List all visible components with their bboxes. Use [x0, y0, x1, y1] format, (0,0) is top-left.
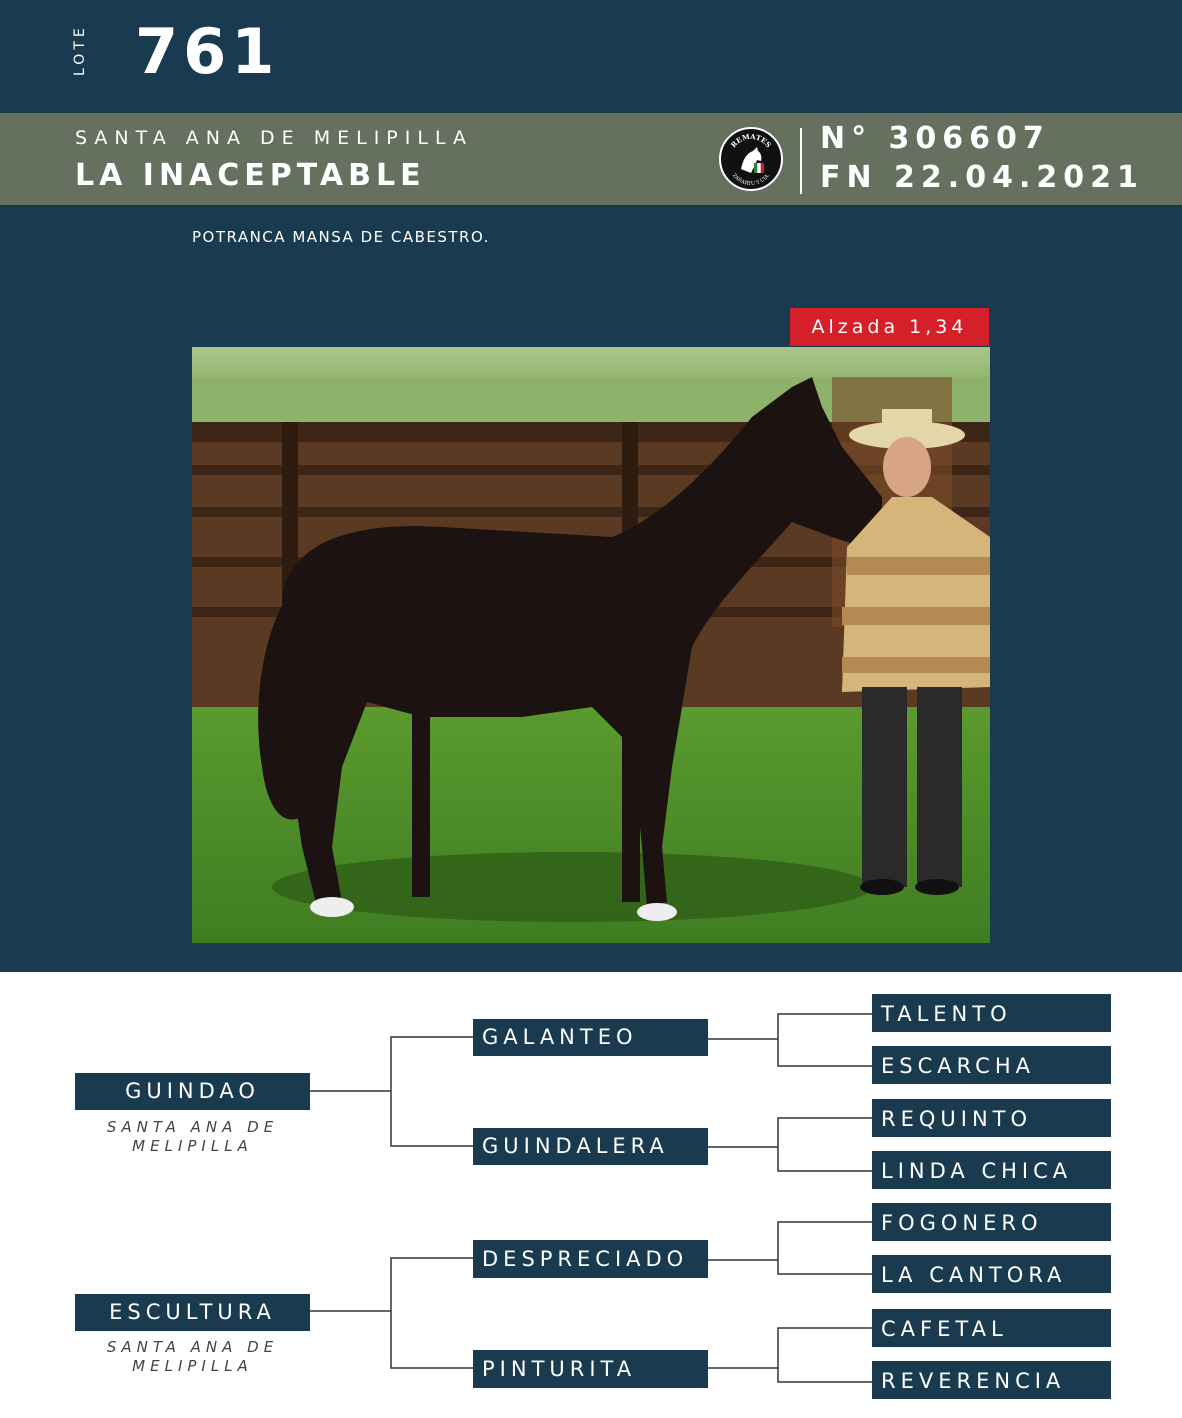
maternal-granddam-box: PINTURITA [473, 1350, 708, 1388]
breeder-name: SANTA ANA DE MELIPILLA [75, 127, 473, 149]
registration-number: N° 306607 [820, 121, 1050, 156]
lote-label: LOTE [72, 24, 88, 76]
paternal-grandsire-box: GALANTEO [473, 1019, 708, 1056]
great-grandparent-box: LA CANTORA [872, 1255, 1111, 1293]
sire-breeder-line1: SANTA ANA DE [106, 1118, 279, 1136]
great-grandparent-box: REQUINTO [872, 1099, 1111, 1137]
dam-breeder-line1: SANTA ANA DE [106, 1338, 279, 1356]
great-grandparent-box: TALENTO [872, 994, 1111, 1032]
dam-breeder-line2: MELIPILLA [132, 1357, 253, 1375]
great-grandparent-box: LINDA CHICA [872, 1151, 1111, 1189]
sire-breeder-line2: MELIPILLA [132, 1137, 253, 1155]
dam-box: ESCULTURA [75, 1294, 310, 1331]
great-grandparent-box: FOGONERO [872, 1203, 1111, 1241]
maternal-grandsire-box: DESPRECIADO [473, 1240, 708, 1278]
sire-breeder [75, 1118, 310, 1156]
great-grandparent-box: ESCARCHA [872, 1046, 1111, 1084]
birth-date: FN 22.04.2021 [820, 160, 1144, 195]
great-grandparent-box: CAFETAL [872, 1309, 1111, 1347]
great-grandparent-box: REVERENCIA [872, 1361, 1111, 1399]
horse-name: LA INACEPTABLE [75, 158, 426, 193]
dam-breeder [75, 1338, 310, 1376]
alzada-badge: Alzada 1,34 [790, 308, 989, 346]
lote-number: 761 [135, 15, 280, 88]
horse-description: POTRANCA MANSA DE CABESTRO. [192, 228, 490, 246]
logo-bottom-text: ZAÑARTU Y CIA. [730, 172, 772, 188]
logo-top-text: REMATES [728, 131, 774, 150]
sire-box: GUINDAO [75, 1073, 310, 1110]
paternal-granddam-box: GUINDALERA [473, 1128, 708, 1165]
